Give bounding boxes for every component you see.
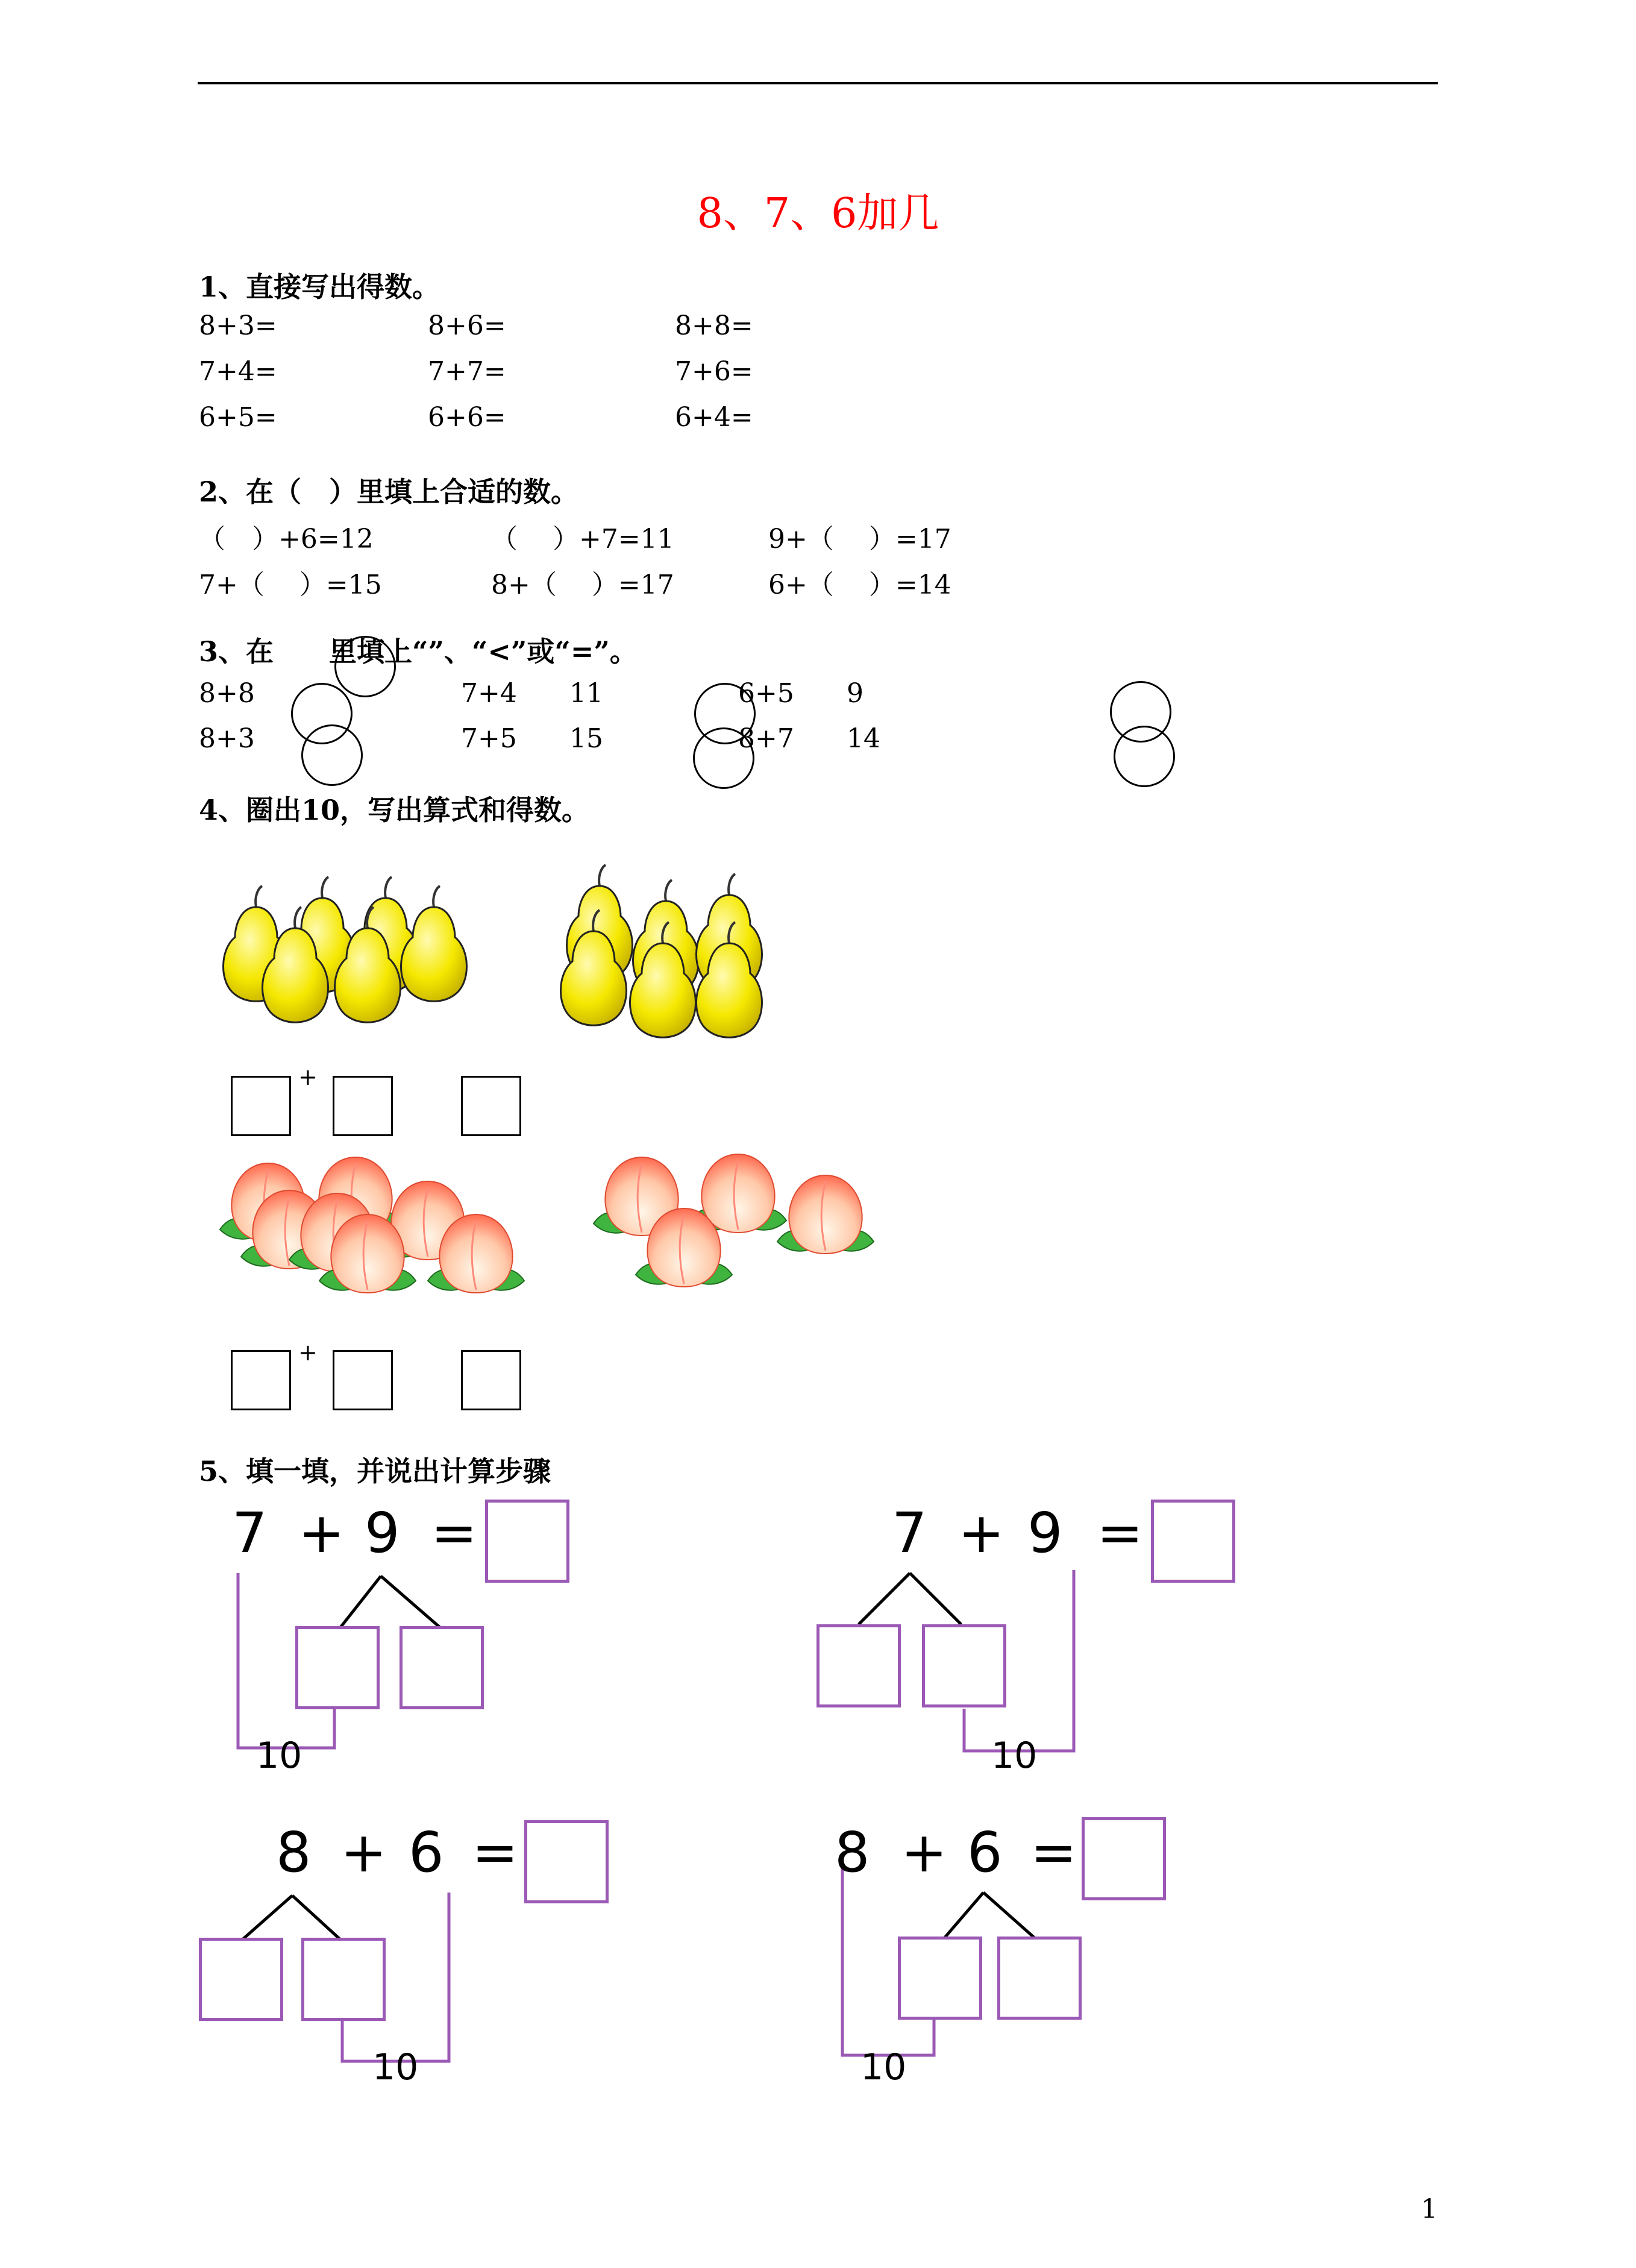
compare-circle[interactable] <box>1114 726 1175 787</box>
compare-circle[interactable] <box>693 727 754 789</box>
pear-icon <box>630 922 695 1037</box>
peach-icon <box>319 1214 416 1293</box>
result-box[interactable] <box>1151 1500 1235 1583</box>
pear-icon <box>560 910 626 1025</box>
q1-item: 6+6= <box>428 402 506 433</box>
eq-equals: = <box>472 1820 519 1885</box>
q1-item: 7+6= <box>675 356 753 387</box>
peach-icon <box>690 1154 786 1233</box>
q1-item: 6+5= <box>199 402 277 433</box>
q1-item: 8+3= <box>199 310 277 341</box>
eq-operator: + <box>340 1820 387 1885</box>
pear-icon <box>566 865 632 980</box>
eq-operator: + <box>958 1501 1005 1565</box>
pear-icon <box>223 886 289 1001</box>
eq-operand: 9 <box>365 1501 400 1565</box>
q1-item: 7+7= <box>428 356 506 387</box>
eq-equals: = <box>431 1501 478 1565</box>
q2-item: （ ）+6=12 <box>199 524 374 554</box>
eq-operand: 9 <box>1027 1501 1063 1565</box>
q1-item: 6+4= <box>675 402 753 433</box>
q3-item: 11 <box>569 678 603 709</box>
split-box[interactable] <box>400 1626 484 1709</box>
peach-icon <box>380 1181 476 1260</box>
answer-box[interactable] <box>231 1076 291 1136</box>
eq-operand: 7 <box>232 1501 268 1565</box>
eq-operator: + <box>901 1820 948 1885</box>
q3-heading: 3、在 里填上“”、“<”或“=”。 <box>199 635 638 668</box>
q1-item: 7+4= <box>199 356 277 387</box>
pear-icon <box>633 880 698 995</box>
q3-item: 8+8 <box>199 678 255 709</box>
split-box[interactable] <box>898 1937 982 2020</box>
q5-heading: 5、填一填，并说出计算步骤 <box>199 1455 551 1487</box>
peach-icon <box>636 1208 732 1287</box>
pear-icon <box>334 907 400 1022</box>
eq-operand: 6 <box>409 1820 444 1885</box>
page-number: 1 <box>1421 2194 1438 2225</box>
answer-box[interactable] <box>333 1350 393 1410</box>
split-box[interactable] <box>199 1938 283 2021</box>
plus-sign: + <box>298 1339 318 1366</box>
compare-circle[interactable] <box>301 724 363 786</box>
q3-item: 7+5 <box>461 723 517 754</box>
q3-item: 7+4 <box>461 678 517 709</box>
pear-icon <box>696 922 762 1037</box>
q1-item: 8+6= <box>428 310 506 341</box>
split-box[interactable] <box>295 1626 380 1709</box>
q1-heading: 1、直接写出得数。 <box>199 271 440 303</box>
eq-operand: 7 <box>892 1501 927 1565</box>
ten-label: 10 <box>372 2046 419 2088</box>
peach-icon <box>241 1190 337 1269</box>
q3-item: 14 <box>847 723 880 754</box>
peach-icon <box>220 1163 316 1242</box>
answer-box[interactable] <box>461 1076 521 1136</box>
q2-item: 7+（ ）=15 <box>199 570 382 600</box>
ten-label: 10 <box>860 2046 907 2088</box>
peach-icon <box>594 1157 690 1236</box>
eq-equals: = <box>1030 1820 1077 1885</box>
q2-heading: 2、在（ ）里填上合适的数。 <box>199 476 579 508</box>
answer-box[interactable] <box>231 1350 291 1410</box>
pear-icon <box>401 886 466 1001</box>
q3-item: 6+5 <box>738 678 794 709</box>
split-box[interactable] <box>997 1937 1082 2020</box>
q3-item: 8+3 <box>199 723 255 754</box>
q2-item: 6+（ ）=14 <box>768 570 951 600</box>
peach-icon <box>289 1193 386 1272</box>
eq-operand: 6 <box>967 1820 1003 1885</box>
split-box[interactable] <box>816 1624 901 1707</box>
q2-item: （ ）+7=11 <box>491 524 674 554</box>
answer-box[interactable] <box>461 1350 521 1410</box>
ten-label: 10 <box>991 1735 1038 1777</box>
pear-icon <box>289 877 355 992</box>
ten-label: 10 <box>256 1735 302 1777</box>
pear-icon <box>353 877 418 992</box>
pear-icon <box>696 874 762 989</box>
plus-sign: + <box>298 1064 318 1090</box>
q4-heading: 4、圈出10，写出算式和得数。 <box>199 794 590 826</box>
result-box[interactable] <box>1082 1817 1166 1900</box>
split-box[interactable] <box>301 1938 386 2021</box>
eq-operand: 8 <box>835 1820 870 1885</box>
compare-circle[interactable] <box>334 636 396 697</box>
split-box[interactable] <box>922 1624 1006 1707</box>
eq-operator: + <box>298 1501 345 1565</box>
header-rule <box>198 82 1438 84</box>
peach-icon <box>428 1214 524 1293</box>
result-box[interactable] <box>485 1500 569 1583</box>
eq-operand: 8 <box>276 1820 312 1885</box>
q2-item: 9+（ ）=17 <box>768 524 951 554</box>
q2-item: 8+（ ）=17 <box>491 570 674 600</box>
q1-item: 8+8= <box>675 310 753 341</box>
result-box[interactable] <box>524 1820 609 1903</box>
q3-item: 15 <box>569 723 603 754</box>
q3-item: 8+7 <box>738 723 794 754</box>
pear-icon <box>262 907 328 1022</box>
peach-icon <box>777 1175 874 1254</box>
answer-box[interactable] <box>333 1076 393 1136</box>
peach-icon <box>307 1157 404 1236</box>
page-title: 8、7、6加几 <box>697 190 939 237</box>
q3-item: 9 <box>847 678 863 709</box>
eq-equals: = <box>1097 1501 1144 1565</box>
